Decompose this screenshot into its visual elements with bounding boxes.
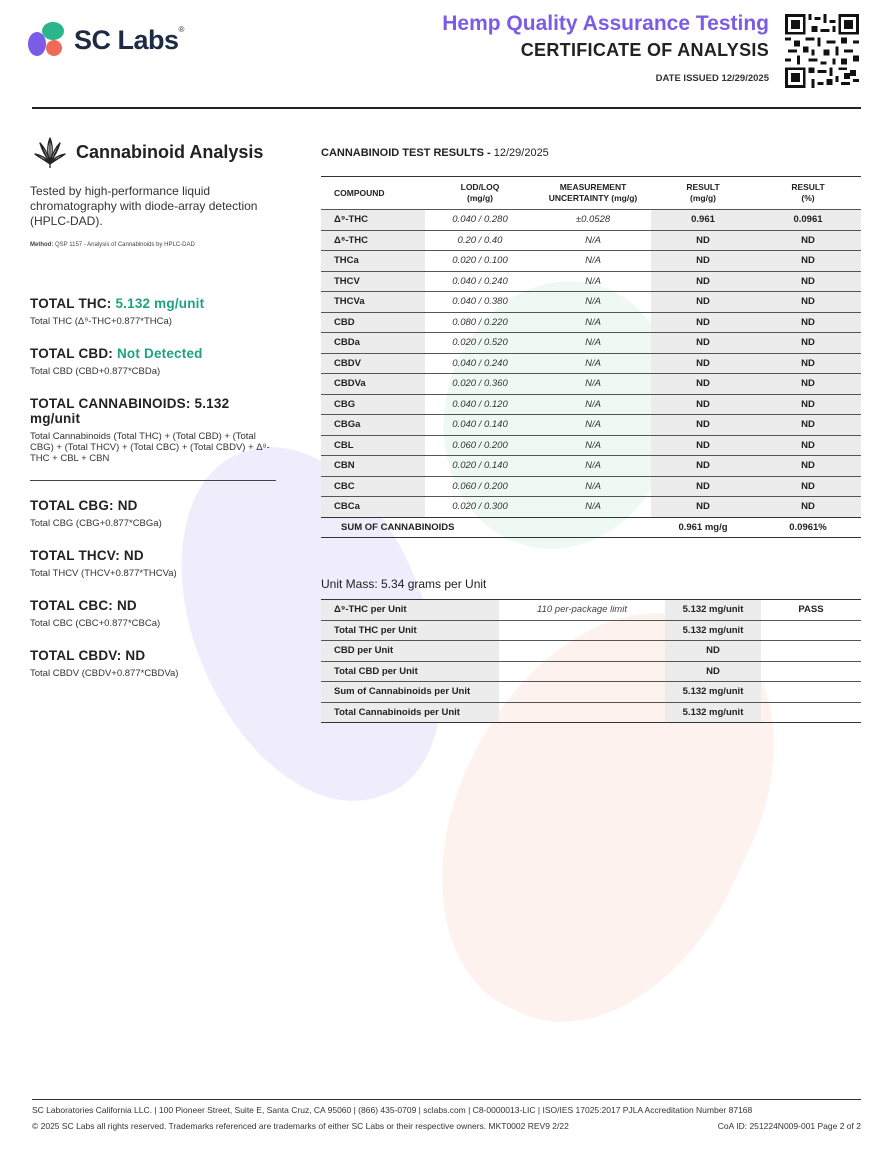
- uncertainty-cell: N/A: [535, 374, 651, 395]
- uncertainty-cell: N/A: [535, 333, 651, 354]
- table-row: [321, 456, 861, 477]
- results-header-row: [321, 177, 861, 210]
- unit-label-cell: Total CBD per Unit: [321, 661, 499, 682]
- total-cannabinoids: TOTAL CANNABINOIDS: 5.132 mg/unit Total Cannabinoids (Total THC) + (Total CBD) + (Total CBG) + (Total THCV) + (Total CBC) + (Total CBDV) + Δ⁸-THC + CBL + CBN: [30, 396, 280, 464]
- result-mg-cell: 0.961: [651, 210, 755, 231]
- uncertainty-cell: N/A: [535, 435, 651, 456]
- result-mg-cell: ND: [651, 394, 755, 415]
- unit-status-cell: PASS: [761, 600, 861, 621]
- header-result-pct: RESULT (%): [755, 177, 861, 210]
- cannabinoid-analysis-title: Cannabinoid Analysis: [76, 141, 264, 162]
- total-thcv-formula: Total THCV (THCV+0.877*THCVa): [30, 568, 177, 579]
- table-row: [321, 435, 861, 456]
- sum-result-pct: 0.0961%: [755, 517, 861, 537]
- unit-row: [321, 682, 861, 703]
- lodloq-cell: 0.040 / 0.380: [425, 292, 535, 313]
- unit-value-cell: 5.132 mg/unit: [665, 620, 761, 641]
- table-row: [321, 210, 861, 231]
- lodloq-cell: 0.040 / 0.280: [425, 210, 535, 231]
- per-unit-table: [321, 599, 861, 723]
- total-cbg-value: ND: [117, 498, 138, 513]
- table-row: [321, 251, 861, 272]
- uncertainty-cell: ±0.0528: [535, 210, 651, 231]
- result-pct-cell: ND: [755, 292, 861, 313]
- footer-divider: [32, 1099, 861, 1100]
- uncertainty-cell: N/A: [535, 476, 651, 497]
- compound-cell: CBDV: [321, 353, 425, 374]
- unit-status-cell: [761, 620, 861, 641]
- total-thc-formula: Total THC (Δ⁹-THC+0.877*THCa): [30, 316, 172, 327]
- uncertainty-cell: N/A: [535, 230, 651, 251]
- compound-cell: CBDa: [321, 333, 425, 354]
- unit-limit-cell: 110 per-package limit: [499, 600, 665, 621]
- total-thcv: TOTAL THCV: ND Total THCV (THCV+0.877*THCVa): [30, 548, 177, 579]
- result-pct-cell: ND: [755, 374, 861, 395]
- result-mg-cell: ND: [651, 476, 755, 497]
- unit-value-cell: 5.132 mg/unit: [665, 682, 761, 703]
- total-cbdv-value: ND: [125, 648, 146, 663]
- total-cbdv: TOTAL CBDV: ND Total CBDV (CBDV+0.877*CBDVa): [30, 648, 179, 679]
- uncertainty-cell: N/A: [535, 394, 651, 415]
- unit-limit-cell: [499, 620, 665, 641]
- analysis-description: Tested by high-performance liquid chromatography with diode-array detection (HPLC-DAD).: [30, 184, 258, 228]
- result-pct-cell: ND: [755, 312, 861, 333]
- result-pct-cell: 0.0961: [755, 210, 861, 231]
- lodloq-cell: 0.060 / 0.200: [425, 476, 535, 497]
- footer-trademark: © 2025 SC Labs all rights reserved. Trademarks referenced are trademarks of either SC Labs or their respective owners. MKT0002 REV9 2/22: [32, 1121, 569, 1131]
- unit-value-cell: ND: [665, 661, 761, 682]
- compound-cell: CBC: [321, 476, 425, 497]
- result-mg-cell: ND: [651, 271, 755, 292]
- unit-row: [321, 641, 861, 662]
- lodloq-cell: 0.020 / 0.520: [425, 333, 535, 354]
- result-pct-cell: ND: [755, 415, 861, 436]
- lodloq-cell: 0.060 / 0.200: [425, 435, 535, 456]
- table-row: [321, 230, 861, 251]
- result-mg-cell: ND: [651, 333, 755, 354]
- analysis-method: Method: QSP 1157 - Analysis of Cannabinoids by HPLC-DAD: [30, 242, 195, 248]
- logo-dots-icon: [28, 22, 68, 58]
- uncertainty-cell: N/A: [535, 312, 651, 333]
- qr-code-icon: [785, 14, 859, 88]
- lodloq-cell: 0.080 / 0.220: [425, 312, 535, 333]
- header-lodloq: LOD/LOQ (mg/g): [425, 177, 535, 210]
- lodloq-cell: 0.020 / 0.140: [425, 456, 535, 477]
- compound-cell: CBGa: [321, 415, 425, 436]
- compound-cell: CBD: [321, 312, 425, 333]
- unit-status-cell: [761, 702, 861, 723]
- compound-cell: CBL: [321, 435, 425, 456]
- sum-row: [321, 517, 861, 537]
- total-cbd-formula: Total CBD (CBD+0.877*CBDa): [30, 366, 161, 377]
- lodloq-cell: 0.040 / 0.120: [425, 394, 535, 415]
- result-pct-cell: ND: [755, 353, 861, 374]
- unit-mass-title: Unit Mass: 5.34 grams per Unit: [321, 577, 487, 591]
- total-cbg: TOTAL CBG: ND Total CBG (CBG+0.877*CBGa): [30, 498, 162, 529]
- total-cbc-value: ND: [116, 598, 137, 613]
- unit-value-cell: 5.132 mg/unit: [665, 702, 761, 723]
- result-mg-cell: ND: [651, 415, 755, 436]
- compound-cell: CBG: [321, 394, 425, 415]
- total-thcv-value: ND: [123, 548, 144, 563]
- total-thc: TOTAL THC: 5.132 mg/unit Total THC (Δ⁹-THC+0.877*THCa): [30, 296, 205, 327]
- result-mg-cell: ND: [651, 435, 755, 456]
- unit-label-cell: Total Cannabinoids per Unit: [321, 702, 499, 723]
- unit-value-cell: 5.132 mg/unit: [665, 600, 761, 621]
- result-pct-cell: ND: [755, 394, 861, 415]
- footer-coa-id: CoA ID: 251224N009-001 Page 2 of 2: [717, 1121, 861, 1131]
- result-pct-cell: ND: [755, 456, 861, 477]
- compound-cell: CBN: [321, 456, 425, 477]
- sc-labs-logo: [28, 22, 184, 58]
- result-mg-cell: ND: [651, 497, 755, 518]
- total-cbd: TOTAL CBD: Not Detected Total CBD (CBD+0.877*CBDa): [30, 346, 203, 377]
- total-cbc: TOTAL CBC: ND Total CBC (CBC+0.877*CBCa): [30, 598, 161, 629]
- unit-label-cell: CBD per Unit: [321, 641, 499, 662]
- table-row: [321, 353, 861, 374]
- table-row: [321, 374, 861, 395]
- unit-row: [321, 702, 861, 723]
- uncertainty-cell: N/A: [535, 353, 651, 374]
- cannabinoid-results-table: [321, 176, 861, 538]
- result-pct-cell: ND: [755, 230, 861, 251]
- table-row: [321, 476, 861, 497]
- result-mg-cell: ND: [651, 251, 755, 272]
- table-row: [321, 394, 861, 415]
- total-cannabinoids-formula: Total Cannabinoids (Total THC) + (Total CBD) + (Total CBG) + (Total THCV) + (Total CBC) + (Total CBDV) + Δ⁸-THC + CBL + CBN: [30, 431, 270, 464]
- result-pct-cell: ND: [755, 271, 861, 292]
- uncertainty-cell: N/A: [535, 456, 651, 477]
- unit-limit-cell: [499, 702, 665, 723]
- uncertainty-cell: N/A: [535, 251, 651, 272]
- result-mg-cell: ND: [651, 292, 755, 313]
- header-titles: [442, 12, 769, 84]
- table-row: [321, 292, 861, 313]
- table-row: [321, 415, 861, 436]
- uncertainty-cell: N/A: [535, 497, 651, 518]
- test-results-title: CANNABINOID TEST RESULTS - 12/29/2025: [321, 147, 549, 159]
- footer-address: SC Laboratories California LLC. | 100 Pioneer Street, Suite E, Santa Cruz, CA 95060 | (866) 435-0709 | sclabs.com | C8-0000013-LIC | ISO/IES 17025:2017 PJLA Accreditation Number 87168: [32, 1105, 753, 1115]
- unit-label-cell: Total THC per Unit: [321, 620, 499, 641]
- compound-cell: THCV: [321, 271, 425, 292]
- table-row: [321, 333, 861, 354]
- result-pct-cell: ND: [755, 333, 861, 354]
- compound-cell: Δ⁸-THC: [321, 230, 425, 251]
- unit-row: [321, 661, 861, 682]
- lodloq-cell: 0.040 / 0.240: [425, 353, 535, 374]
- sum-label: SUM OF CANNABINOIDS: [321, 517, 651, 537]
- document-title: Hemp Quality Assurance Testing: [442, 12, 769, 35]
- cannabinoid-analysis-heading: [32, 134, 263, 170]
- header-compound: COMPOUND: [321, 177, 425, 210]
- left-divider: [30, 480, 276, 481]
- total-cbdv-formula: Total CBDV (CBDV+0.877*CBDVa): [30, 668, 179, 679]
- result-mg-cell: ND: [651, 353, 755, 374]
- table-row: [321, 497, 861, 518]
- total-cbg-formula: Total CBG (CBG+0.877*CBGa): [30, 518, 162, 529]
- document-subtitle: CERTIFICATE OF ANALYSIS: [520, 40, 769, 60]
- lodloq-cell: 0.20 / 0.40: [425, 230, 535, 251]
- table-row: [321, 312, 861, 333]
- unit-row: [321, 600, 861, 621]
- lodloq-cell: 0.040 / 0.140: [425, 415, 535, 436]
- total-thc-value: 5.132 mg/unit: [115, 296, 205, 311]
- total-cbd-value: Not Detected: [116, 346, 203, 361]
- lodloq-cell: 0.020 / 0.100: [425, 251, 535, 272]
- cannabis-leaf-icon: [32, 134, 68, 170]
- unit-status-cell: [761, 682, 861, 703]
- uncertainty-cell: N/A: [535, 271, 651, 292]
- compound-cell: THCa: [321, 251, 425, 272]
- compound-cell: Δ⁹-THC: [321, 210, 425, 231]
- result-mg-cell: ND: [651, 312, 755, 333]
- table-row: [321, 271, 861, 292]
- unit-row: [321, 620, 861, 641]
- unit-status-cell: [761, 661, 861, 682]
- lodloq-cell: 0.020 / 0.360: [425, 374, 535, 395]
- sum-result-mg: 0.961 mg/g: [651, 517, 755, 537]
- unit-limit-cell: [499, 641, 665, 662]
- unit-label-cell: Δ⁹-THC per Unit: [321, 600, 499, 621]
- lodloq-cell: 0.020 / 0.300: [425, 497, 535, 518]
- header-uncertainty: MEASUREMENT UNCERTAINTY (mg/g): [535, 177, 651, 210]
- total-cannabinoids-value: 5.132 mg/unit: [30, 396, 230, 426]
- header-result-mg: RESULT (mg/g): [651, 177, 755, 210]
- lodloq-cell: 0.040 / 0.240: [425, 271, 535, 292]
- unit-status-cell: [761, 641, 861, 662]
- result-mg-cell: ND: [651, 230, 755, 251]
- result-pct-cell: ND: [755, 476, 861, 497]
- footer-copyright: [32, 1121, 861, 1131]
- date-issued: DATE ISSUED 12/29/2025: [655, 73, 769, 84]
- result-pct-cell: ND: [755, 251, 861, 272]
- unit-limit-cell: [499, 661, 665, 682]
- unit-limit-cell: [499, 682, 665, 703]
- result-mg-cell: ND: [651, 456, 755, 477]
- header-divider: [32, 107, 861, 109]
- compound-cell: THCVa: [321, 292, 425, 313]
- logo-text: SC Labs®: [74, 24, 184, 55]
- result-pct-cell: ND: [755, 497, 861, 518]
- uncertainty-cell: N/A: [535, 415, 651, 436]
- unit-label-cell: Sum of Cannabinoids per Unit: [321, 682, 499, 703]
- result-mg-cell: ND: [651, 374, 755, 395]
- uncertainty-cell: N/A: [535, 292, 651, 313]
- total-cbc-formula: Total CBC (CBC+0.877*CBCa): [30, 618, 161, 629]
- compound-cell: CBCa: [321, 497, 425, 518]
- unit-value-cell: ND: [665, 641, 761, 662]
- result-pct-cell: ND: [755, 435, 861, 456]
- compound-cell: CBDVa: [321, 374, 425, 395]
